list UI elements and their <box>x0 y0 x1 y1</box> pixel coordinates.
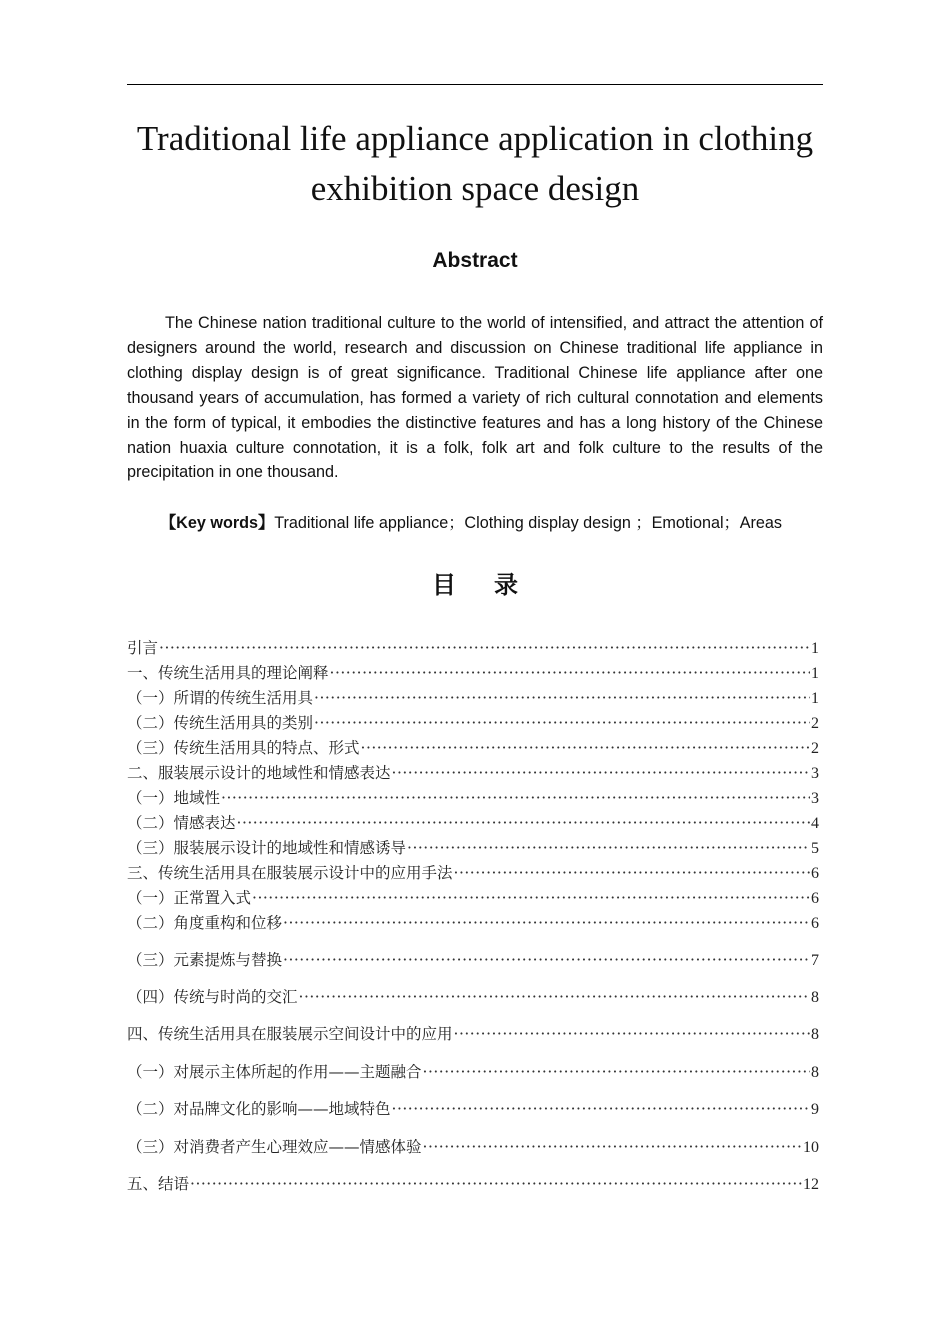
toc-dot-leader <box>330 661 810 685</box>
document-title: Traditional life appliance application in clothing exhibition space design <box>136 119 814 208</box>
toc-entry-title: （一）所谓的传统生活用具 <box>127 689 314 707</box>
toc-dot-leader <box>314 711 810 735</box>
toc-dot-leader <box>407 836 810 860</box>
toc-entry[interactable] <box>127 811 819 835</box>
toc-entry[interactable] <box>127 836 819 860</box>
toc-entry[interactable] <box>127 1172 819 1196</box>
toc-dot-leader <box>159 636 810 660</box>
toc-heading: 目录 <box>432 571 556 599</box>
toc-dot-leader <box>454 861 810 885</box>
toc-dot-leader <box>423 1060 810 1084</box>
toc-entry-title: 一、传统生活用具的理论阐释 <box>127 664 329 682</box>
abstract-heading: Abstract <box>432 249 518 272</box>
toc-entry-page: 3 <box>811 765 819 782</box>
header-rule <box>127 84 823 85</box>
toc-entry-title: （二）传统生活用具的类别 <box>127 714 314 732</box>
toc-entry-page: 12 <box>803 1176 819 1193</box>
toc-entry-page: 1 <box>811 690 819 707</box>
toc-dot-leader <box>314 686 810 710</box>
toc-entry-page: 2 <box>811 740 819 757</box>
toc-dot-leader <box>392 761 810 785</box>
toc-entry[interactable] <box>127 786 819 810</box>
toc-entry[interactable] <box>127 861 819 885</box>
toc-dot-leader <box>299 985 810 1009</box>
toc-entry-page: 9 <box>811 1101 819 1118</box>
toc-dot-leader <box>392 1097 810 1121</box>
toc-entry-title: 五、结语 <box>127 1175 190 1193</box>
toc-dot-leader <box>252 886 810 910</box>
toc-entry-title: 三、传统生活用具在服装展示设计中的应用手法 <box>127 864 453 882</box>
toc-entry-title: （三）服装展示设计的地域性和情感诱导 <box>127 839 407 857</box>
toc-entry[interactable] <box>127 911 819 935</box>
toc-entry-title: 二、服装展示设计的地域性和情感表达 <box>127 764 391 782</box>
toc-entry[interactable] <box>127 661 819 685</box>
toc-dot-leader <box>221 786 810 810</box>
toc-entry-page: 6 <box>811 890 819 907</box>
toc-entry-title: （一）正常置入式 <box>127 889 252 907</box>
toc-entry[interactable] <box>127 1135 819 1159</box>
toc-entry-page: 8 <box>811 1026 819 1043</box>
toc-dot-leader <box>454 1022 810 1046</box>
toc-entry-title: 引言 <box>127 639 159 657</box>
toc-entry[interactable] <box>127 636 819 660</box>
toc-dot-leader <box>283 948 810 972</box>
abstract-body: The Chinese nation traditional culture to the world of intensified, and attract the attention of designers around the world, research and discussion on Chinese traditional life appliance in clothing display design is of great significance. Traditional Chinese life appliance after one thousand years of accumulation, has formed a variety of rich cultural connotation and elements in the form of typical, it embodies the distinctive features and has a long history of the Chinese nation huaxia culture connotation, it is a folk, folk art and folk culture to the results of the precipitation in one thousand. <box>127 314 823 482</box>
toc-entry-title: 四、传统生活用具在服装展示空间设计中的应用 <box>127 1025 453 1043</box>
keywords-line <box>160 511 830 535</box>
toc-entry[interactable] <box>127 1060 819 1084</box>
toc-dot-leader <box>237 811 810 835</box>
toc-entry[interactable] <box>127 985 819 1009</box>
toc-dot-leader <box>283 911 810 935</box>
keywords-label: 【Key words】 <box>160 514 275 532</box>
toc-entry-page: 7 <box>811 952 819 969</box>
toc-entry-page: 3 <box>811 790 819 807</box>
toc-entry[interactable] <box>127 761 819 785</box>
toc-entry[interactable] <box>127 1022 819 1046</box>
toc-entry-page: 6 <box>811 915 819 932</box>
toc-entry-title: （四）传统与时尚的交汇 <box>127 988 298 1006</box>
toc-entry-page: 2 <box>811 715 819 732</box>
toc-entry-title: （三）传统生活用具的特点、形式 <box>127 739 360 757</box>
toc-entry-page: 8 <box>811 1064 819 1081</box>
toc-entry-page: 4 <box>811 815 819 832</box>
toc-entry[interactable] <box>127 711 819 735</box>
toc-entry-title: （三）元素提炼与替换 <box>127 951 283 969</box>
toc-entry[interactable] <box>127 1097 819 1121</box>
toc-entry[interactable] <box>127 948 819 972</box>
toc-entry-title: （一）对展示主体所起的作用——主题融合 <box>127 1063 422 1081</box>
toc-dot-leader <box>361 736 810 760</box>
toc-dot-leader <box>423 1135 802 1159</box>
toc-entry-title: （三）对消费者产生心理效应——情感体验 <box>127 1138 422 1156</box>
toc-entry-page: 1 <box>811 640 819 657</box>
toc-entry[interactable] <box>127 686 819 710</box>
toc-entry-page: 1 <box>811 665 819 682</box>
toc-entry-title: （二）对品牌文化的影响——地域特色 <box>127 1100 391 1118</box>
keywords-text: Traditional life appliance；Clothing display design ；Emotional；Areas <box>274 514 783 532</box>
toc-dot-leader <box>190 1172 802 1196</box>
toc-entry-page: 10 <box>803 1139 819 1156</box>
toc-entry-page: 5 <box>811 840 819 857</box>
toc-entry-page: 6 <box>811 865 819 882</box>
toc-entry[interactable] <box>127 736 819 760</box>
toc-entry[interactable] <box>127 886 819 910</box>
toc-entry-title: （二）角度重构和位移 <box>127 914 283 932</box>
toc-entry-title: （一）地域性 <box>127 789 221 807</box>
toc-entry-title: （二）情感表达 <box>127 814 236 832</box>
toc-entry-page: 8 <box>811 989 819 1006</box>
